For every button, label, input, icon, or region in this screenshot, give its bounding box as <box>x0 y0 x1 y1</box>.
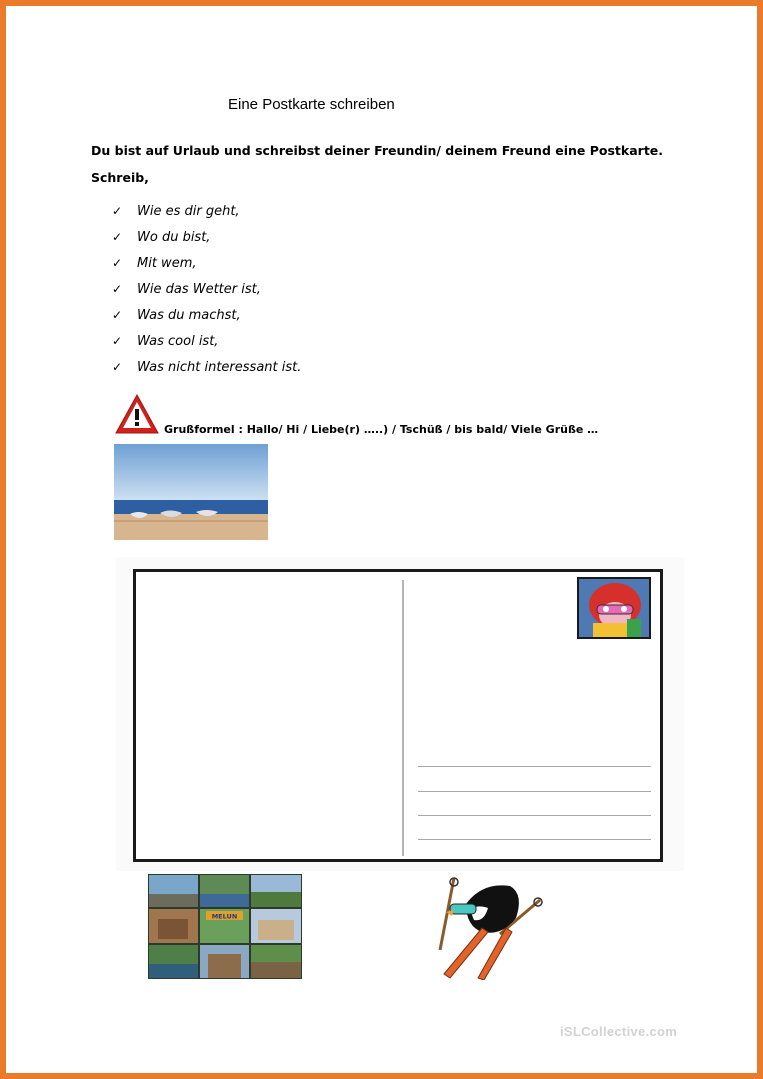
checkmark-icon: ✓ <box>112 360 123 374</box>
melun-photo-collage <box>148 874 302 979</box>
list-item: ✓ Was nicht interessant ist. <box>112 356 301 382</box>
skier-girl-stamp-image <box>579 579 649 637</box>
penguin-skier-image <box>432 874 546 980</box>
list-item: ✓ Wo du bist, <box>112 226 301 252</box>
watermark: iSLCollective.com <box>560 1024 678 1039</box>
page-title: Eine Postkarte schreiben <box>228 96 395 113</box>
checkmark-icon: ✓ <box>112 334 123 348</box>
warning-triangle-icon <box>114 393 160 435</box>
postcard-divider <box>402 580 404 856</box>
instructions <box>91 137 711 191</box>
checkmark-icon: ✓ <box>112 256 123 270</box>
checkmark-icon: ✓ <box>112 204 123 218</box>
checkmark-icon: ✓ <box>112 282 123 296</box>
address-line <box>418 791 651 792</box>
collage-label: MELUN <box>211 912 238 921</box>
stamp <box>577 577 651 639</box>
list-item: ✓ Wie das Wetter ist, <box>112 278 301 304</box>
instruction-schreib: Schreib, <box>91 170 149 185</box>
postcard <box>133 569 663 862</box>
beach-photo <box>114 444 268 540</box>
checklist <box>112 200 301 382</box>
checkmark-icon: ✓ <box>112 308 123 322</box>
list-item: ✓ Was cool ist, <box>112 330 301 356</box>
checkmark-icon: ✓ <box>112 230 123 244</box>
address-line <box>418 766 651 767</box>
address-line <box>418 839 651 840</box>
list-item: ✓ Wie es dir geht, <box>112 200 301 226</box>
list-item: ✓ Was du machst, <box>112 304 301 330</box>
greeting-formula: Grußformel : Hallo/ Hi / Liebe(r) …..) / Tschüß / bis bald/ Viele Grüße … <box>164 423 599 436</box>
instruction-text: Du bist auf Urlaub und schreibst deiner Freundin/ deinem Freund eine Postkarte. <box>91 143 664 158</box>
list-item: ✓ Mit wem, <box>112 252 301 278</box>
address-line <box>418 815 651 816</box>
